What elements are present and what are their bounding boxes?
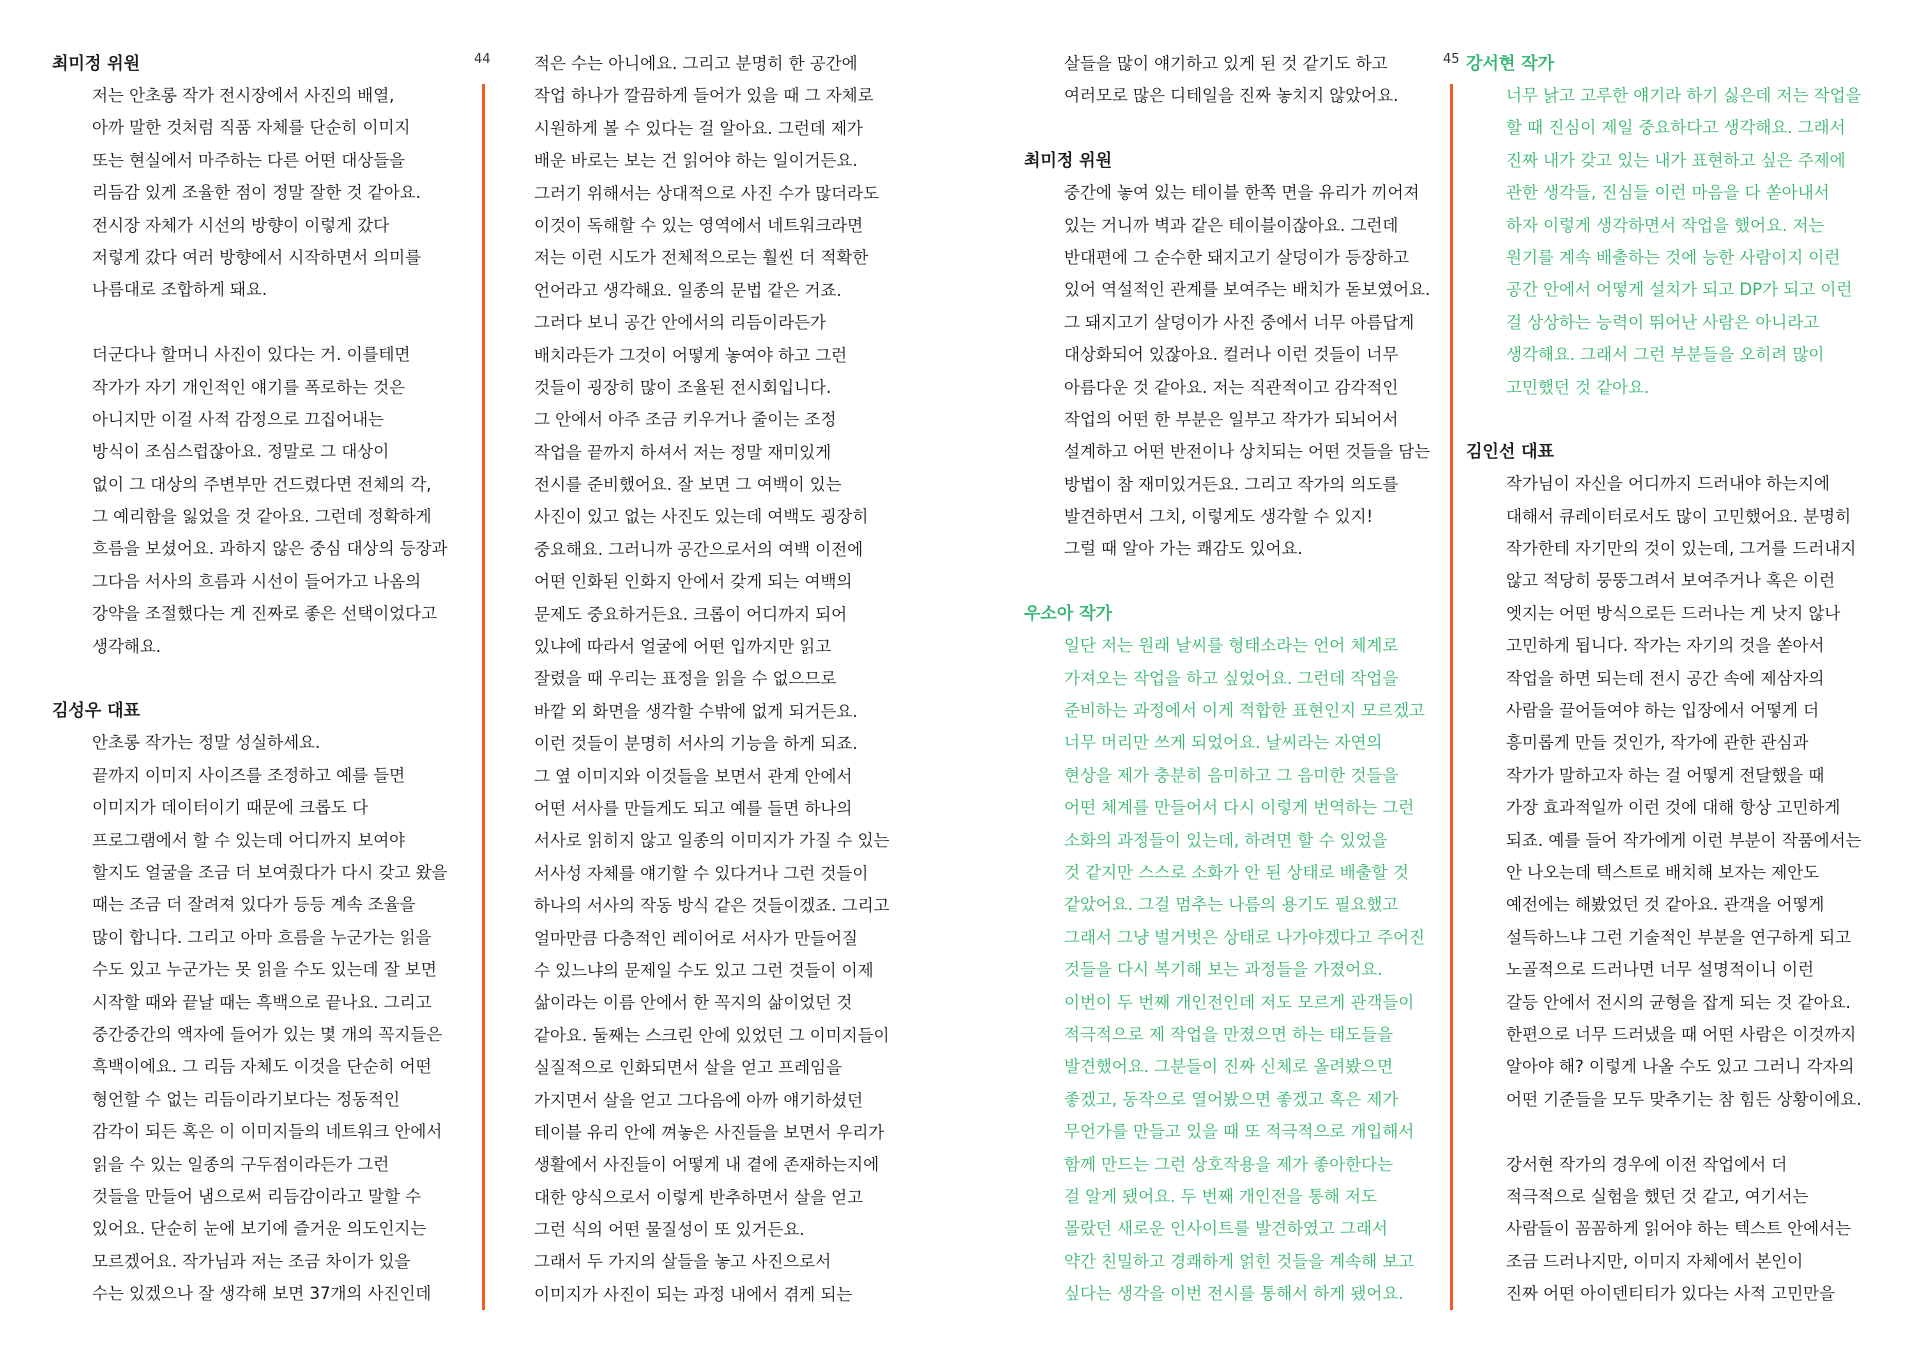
text-line: 어떤 인화된 인화지 안에서 갖게 되는 여백의 xyxy=(534,572,853,592)
text-line: 시원하게 볼 수 있다는 걸 알아요. 그런데 제가 xyxy=(534,118,863,138)
text-line: 감각이 되든 혹은 이 이미지들의 네트워크 안에서 xyxy=(92,1122,443,1142)
text-line: 그 안에서 아주 조금 키우거나 줄이는 조정 xyxy=(534,410,837,430)
text-line: 작가가 말하고자 하는 걸 어떻게 전달했을 때 xyxy=(1506,765,1825,785)
text-line: 이미지가 사진이 되는 과정 내에서 겪게 되는 xyxy=(534,1284,853,1304)
text-line: 있는 거니까 벽과 같은 테이블이잖아요. 그런데 xyxy=(1064,215,1399,235)
text-line: 시작할 때와 끝날 때는 흑백으로 끝나요. 그리고 xyxy=(92,992,432,1012)
text-line: 것들을 만들어 냄으로써 리듬감이라고 말할 수 xyxy=(92,1186,422,1206)
text-line: 프로그램에서 할 수 있는데 어디까지 보여야 xyxy=(92,830,406,850)
text-line: 대해서 큐레이터로서도 많이 고민했어요. 분명히 xyxy=(1506,506,1852,526)
text-line: 이런 것들이 분명히 서사의 기능을 하게 되죠. xyxy=(534,734,858,754)
text-line: 고민하게 됩니다. 작가는 자기의 것을 쏟아서 xyxy=(1506,636,1825,656)
paragraph xyxy=(52,339,472,663)
text-line: 작업을 끝까지 하셔서 저는 정말 재미있게 xyxy=(534,442,832,462)
text-line: 고민했던 것 같아요. xyxy=(1506,377,1650,397)
text-line: 읽을 수 있는 일종의 구두점이라든가 그런 xyxy=(92,1154,390,1174)
text-line: 것 같지만 스스로 소화가 안 된 상태로 배출할 것 xyxy=(1064,862,1409,882)
text-line: 발견했어요. 그분들이 진짜 신체로 올려봤으면 xyxy=(1064,1057,1394,1077)
text-line: 할지도 얼굴을 조금 더 보여줬다가 다시 갖고 왔을 xyxy=(92,862,448,882)
text-line: 어떤 서사를 만들게도 되고 예를 들면 하나의 xyxy=(534,798,853,818)
accent-rule-right xyxy=(1450,84,1453,1310)
text-line: 걸 알게 됐어요. 두 번째 개인전을 통해 저도 xyxy=(1064,1186,1377,1206)
text-line: 서사성 자체를 얘기할 수 있다거나 그런 것들이 xyxy=(534,863,869,883)
text-line: 작업의 어떤 한 부분은 일부고 작가가 되뇌어서 xyxy=(1064,409,1399,429)
paragraph xyxy=(1024,177,1444,566)
text-line: 함께 만드는 그런 상호작용을 제가 좋아한다는 xyxy=(1064,1154,1394,1174)
speaker-name: 강서현 작가 xyxy=(1466,54,1555,74)
text-line: 작업을 하면 되는데 전시 공간 속에 제삼자의 xyxy=(1506,668,1825,688)
text-line: 조금 드러나지만, 이미지 자체에서 본인이 xyxy=(1506,1251,1804,1271)
text-line: 발견하면서 그치, 이렇게도 생각할 수 있지! xyxy=(1064,507,1374,527)
text-line: 가져오는 작업을 하고 싶었어요. 그런데 작업을 xyxy=(1064,668,1399,688)
text-line: 생각해요. xyxy=(92,636,162,656)
column-2 xyxy=(534,48,934,1311)
text-line: 언어라고 생각해요. 일종의 문법 같은 거죠. xyxy=(534,280,842,300)
text-line: 적극적으로 실험을 했던 것 같고, 여기서는 xyxy=(1506,1186,1809,1206)
text-line: 가장 효과적일까 이런 것에 대해 항상 고민하게 xyxy=(1506,798,1841,818)
text-line: 배치라든가 그것이 어떻게 놓여야 하고 그런 xyxy=(534,345,848,365)
text-line: 그 돼지고기 살덩이가 사진 중에서 너무 아름답게 xyxy=(1064,312,1415,332)
text-line: 문제도 중요하거든요. 크롭이 어디까지 되어 xyxy=(534,604,848,624)
text-line: 작가가 자기 개인적인 얘기를 폭로하는 것은 xyxy=(92,377,406,397)
text-line: 할 때 진심이 제일 중요하다고 생각해요. 그래서 xyxy=(1506,118,1846,138)
text-line: 생활에서 사진들이 어떻게 내 곁에 존재하는지에 xyxy=(534,1155,880,1175)
text-line: 무언가를 만들고 있을 때 또 적극적으로 개입해서 xyxy=(1064,1122,1415,1142)
text-line: 아니지만 이걸 사적 감정으로 끄집어내는 xyxy=(92,409,384,429)
paragraph-gap xyxy=(1466,1116,1886,1148)
text-line: 어떤 체계를 만들어서 다시 이렇게 번역하는 그런 xyxy=(1064,798,1415,818)
text-line: 이번이 두 번째 개인전인데 저도 모르게 관객들이 xyxy=(1064,992,1415,1012)
text-line: 같아요. 둘째는 스크린 안에 있었던 그 이미지들이 xyxy=(534,1025,890,1045)
column-4 xyxy=(1466,48,1886,1310)
text-line: 관한 생각들, 진심들 이런 마음을 다 쏟아내서 xyxy=(1506,183,1830,203)
paragraph-gap xyxy=(1024,566,1444,598)
text-line: 테이블 유리 안에 껴놓은 사진들을 보면서 우리가 xyxy=(534,1122,885,1142)
text-line: 생각해요. 그래서 그런 부분들을 오히려 많이 xyxy=(1506,345,1825,365)
text-line: 원기를 계속 배출하는 것에 능한 사람이지 이런 xyxy=(1506,247,1841,267)
text-line: 사람들이 꼼꼼하게 읽어야 하는 텍스트 안에서는 xyxy=(1506,1219,1852,1239)
text-line: 사진이 있고 없는 사진도 있는데 여백도 굉장히 xyxy=(534,507,869,527)
text-line: 적은 수는 아니에요. 그리고 분명히 한 공간에 xyxy=(534,54,858,73)
paragraph-gap xyxy=(1024,113,1444,145)
text-line: 가지면서 살을 얻고 그다음에 아까 얘기하셨던 xyxy=(534,1090,864,1110)
paragraph xyxy=(1466,468,1886,1116)
text-line: 리듬감 있게 조율한 점이 정말 잘한 것 같아요. xyxy=(92,183,421,203)
text-line: 진짜 내가 갖고 있는 내가 표현하고 싶은 주제에 xyxy=(1506,150,1846,170)
accent-rule-left xyxy=(482,84,485,1310)
text-line: 그래서 두 가지의 살들을 놓고 사진으로서 xyxy=(534,1252,832,1272)
text-line: 살들을 많이 얘기하고 있게 된 것 같기도 하고 xyxy=(1064,54,1388,73)
text-line: 것들을 다시 복기해 보는 과정들을 가졌어요. xyxy=(1064,960,1383,980)
paragraph xyxy=(1466,1149,1886,1311)
text-line: 같았어요. 그걸 멈추는 나름의 용기도 필요했고 xyxy=(1064,895,1399,915)
text-line: 일단 저는 원래 날씨를 형태소라는 언어 체계로 xyxy=(1064,636,1399,656)
text-line: 그 예리함을 잃었을 것 같아요. 그런데 정확하게 xyxy=(92,507,432,527)
text-line: 있어 역설적인 관계를 보여주는 배치가 돋보였어요. xyxy=(1064,280,1431,300)
text-line: 방식이 조심스럽잖아요. 정말로 그 대상이 xyxy=(92,442,390,462)
speaker-name: 최미정 위원 xyxy=(52,54,141,74)
text-line: 적극적으로 제 작업을 만졌으면 하는 태도들을 xyxy=(1064,1024,1394,1044)
paragraph xyxy=(52,727,472,1310)
text-line: 하나의 서사의 작동 방식 같은 것들이겠죠. 그리고 xyxy=(534,896,890,916)
text-line: 저는 이런 시도가 전체적으로는 훨씬 더 적확한 xyxy=(534,248,869,268)
text-line: 걸 상상하는 능력이 뛰어난 사람은 아니라고 xyxy=(1506,312,1820,332)
text-line: 진짜 어떤 아이덴티티가 있다는 사적 고민만을 xyxy=(1506,1284,1836,1304)
text-line: 모르겠어요. 작가님과 저는 조금 차이가 있을 xyxy=(92,1251,411,1271)
text-line: 흑백이에요. 그 리듬 자체도 이것을 단순히 어떤 xyxy=(92,1057,432,1077)
paragraph xyxy=(1466,80,1886,404)
text-line: 여러모로 많은 디테일을 진짜 놓치지 않았어요. xyxy=(1064,86,1399,106)
text-line: 어떤 기준들을 모두 맞추기는 참 힘든 상황이에요. xyxy=(1506,1089,1862,1109)
text-line: 더군다나 할머니 사진이 있다는 거. 이를테면 xyxy=(92,345,411,365)
text-line: 있어요. 단순히 눈에 보기에 즐거운 의도인지는 xyxy=(92,1219,427,1239)
text-line: 안초롱 작가는 정말 성실하세요. xyxy=(92,733,321,753)
paragraph-gap xyxy=(52,663,472,695)
text-line: 또는 현실에서 마주하는 다른 어떤 대상들을 xyxy=(92,150,406,170)
text-line: 그 옆 이미지와 이것들을 보면서 관계 안에서 xyxy=(534,766,853,786)
text-line: 수는 있겠으나 잘 생각해 보면 37개의 사진인데 xyxy=(92,1284,432,1304)
text-line: 때는 조금 더 잘려져 있다가 등등 계속 조율을 xyxy=(92,895,416,915)
text-line: 그래서 그냥 벌거벗은 상태로 나가야겠다고 주어진 xyxy=(1064,927,1425,947)
text-line: 약간 친밀하고 경쾌하게 얽힌 것들을 계속해 보고 xyxy=(1064,1251,1415,1271)
text-line: 바깥 외 화면을 생각할 수밖에 없게 되거든요. xyxy=(534,701,858,721)
text-line: 그런 식의 어떤 물질성이 또 있거든요. xyxy=(534,1220,805,1240)
text-line: 엣지는 어떤 방식으로든 드러나는 게 낫지 않나 xyxy=(1506,603,1841,623)
paragraph xyxy=(1024,630,1444,1310)
text-line: 이미지가 데이터이기 때문에 크롭도 다 xyxy=(92,798,369,818)
text-line: 중요해요. 그러니까 공간으로서의 여백 이전에 xyxy=(534,539,864,559)
text-line: 끝까지 이미지 사이즈를 조정하고 예를 들면 xyxy=(92,765,406,785)
text-line: 아까 말한 것처럼 직품 자체를 단순히 이미지 xyxy=(92,118,411,138)
text-line: 설득하느냐 그런 기술적인 부분을 연구하게 되고 xyxy=(1506,927,1852,947)
text-line: 전시장 자체가 시선의 방향이 이렇게 갔다 xyxy=(92,215,390,235)
text-line: 노골적으로 드러나면 너무 설명적이니 이런 xyxy=(1506,960,1814,980)
text-line: 좋겠고, 동작으로 열어봤으면 좋겠고 혹은 제가 xyxy=(1064,1089,1399,1109)
text-line: 흐름을 보셨어요. 과하지 않은 중심 대상의 등장과 xyxy=(92,539,448,559)
text-line: 작가한테 자기만의 것이 있는데, 그거를 드러내지 xyxy=(1506,539,1857,559)
text-line: 되죠. 예를 들어 작가에게 이런 부분이 작품에서는 xyxy=(1506,830,1862,850)
text-line: 나름대로 조합하게 돼요. xyxy=(92,280,268,300)
text-line: 그다음 서사의 흐름과 시선이 들어가고 나옴의 xyxy=(92,571,422,591)
text-line: 삶이라는 이름 안에서 한 꼭지의 삶이었던 것 xyxy=(534,993,853,1013)
paragraph xyxy=(52,80,472,307)
text-line: 준비하는 과정에서 이게 적합한 표현인지 모르겠고 xyxy=(1064,701,1425,721)
paragraph xyxy=(534,48,934,1311)
text-line: 너무 낡고 고루한 얘기라 하기 싫은데 저는 작업을 xyxy=(1506,86,1862,105)
text-line: 수 있느냐의 문제일 수도 있고 그런 것들이 이제 xyxy=(534,960,874,980)
paragraph xyxy=(1024,48,1444,113)
column-3 xyxy=(1024,48,1444,1310)
text-line: 예전에는 해봤었던 것 같아요. 관객을 어떻게 xyxy=(1506,895,1825,915)
text-line: 실질적으로 인화되면서 살을 얻고 프레임을 xyxy=(534,1058,842,1078)
text-line: 강약을 조절했다는 게 진짜로 좋은 선택이었다고 xyxy=(92,604,438,624)
column-1 xyxy=(52,48,472,1310)
text-line: 대상화되어 있잖아요. 컬러나 이런 것들이 너무 xyxy=(1064,345,1399,365)
text-line: 대한 양식으로서 이렇게 반추하면서 살을 얻고 xyxy=(534,1187,864,1207)
text-line: 그러기 위해서는 상대적으로 사진 수가 많더라도 xyxy=(534,183,880,203)
text-line: 작업 하나가 깔끔하게 들어가 있을 때 그 자체로 xyxy=(534,86,874,106)
text-line: 배운 바로는 보는 건 읽어야 하는 일이거든요. xyxy=(534,151,858,171)
text-line: 그럴 때 알아 가는 쾌감도 있어요. xyxy=(1064,539,1303,559)
text-line: 안 나오는데 텍스트로 배치해 보자는 제안도 xyxy=(1506,862,1820,882)
text-line: 많이 합니다. 그리고 아마 흐름을 누군가는 읽을 xyxy=(92,927,432,947)
page-number-right: 45 xyxy=(1443,52,1460,67)
text-line: 강서현 작가의 경우에 이전 작업에서 더 xyxy=(1506,1154,1788,1174)
text-line: 수도 있고 누군가는 못 읽을 수도 있는데 잘 보면 xyxy=(92,960,437,980)
speaker-name: 김성우 대표 xyxy=(52,701,141,722)
text-line: 설계하고 어떤 반전이나 상치되는 어떤 것들을 담는 xyxy=(1064,442,1431,462)
text-line: 현상을 제가 충분히 음미하고 그 음미한 것들을 xyxy=(1064,765,1399,785)
text-line: 하자 이렇게 생각하면서 작업을 했어요. 저는 xyxy=(1506,215,1825,235)
text-line: 몰랐던 새로운 인사이트를 발견하였고 그래서 xyxy=(1064,1219,1388,1239)
speaker-name: 김인선 대표 xyxy=(1466,442,1555,463)
text-line: 싶다는 생각을 이번 전시를 통해서 하게 됐어요. xyxy=(1064,1284,1404,1304)
text-line: 소화의 과정들이 있는데, 하려면 할 수 있었을 xyxy=(1064,830,1388,850)
text-line: 방법이 참 재미있거든요. 그리고 작가의 의도를 xyxy=(1064,474,1399,494)
speaker-name: 최미정 위원 xyxy=(1024,151,1113,172)
speaker-name: 우소아 작가 xyxy=(1024,604,1113,625)
text-line: 중간에 놓여 있는 테이블 한쪽 면을 유리가 끼어져 xyxy=(1064,183,1420,203)
text-line: 너무 머리만 쓰게 되었어요. 날씨라는 자연의 xyxy=(1064,733,1383,753)
text-line: 것들이 굉장히 많이 조율된 전시회입니다. xyxy=(534,377,832,397)
text-line: 얼마만큼 다층적인 레이어로 서사가 만들어질 xyxy=(534,928,858,948)
text-line: 있냐에 따라서 얼굴에 어떤 입까지만 읽고 xyxy=(534,637,832,657)
text-line: 아름다운 것 같아요. 저는 직관적이고 감각적인 xyxy=(1064,377,1399,397)
paragraph-gap xyxy=(1466,404,1886,436)
text-line: 반대편에 그 순수한 돼지고기 살덩이가 등장하고 xyxy=(1064,247,1410,267)
text-line: 저는 안초롱 작가 전시장에서 사진의 배열, xyxy=(92,86,395,105)
text-line: 한편으로 너무 드러냈을 때 어떤 사람은 이것까지 xyxy=(1506,1024,1857,1044)
text-line: 흥미롭게 만들 것인가, 작가에 관한 관심과 xyxy=(1506,733,1809,753)
text-line: 없이 그 대상의 주변부만 건드렸다면 전체의 각, xyxy=(92,474,432,494)
text-line: 작가님이 자신을 어디까지 드러내야 하는지에 xyxy=(1506,474,1830,494)
text-line: 갈등 안에서 전시의 균형을 잡게 되는 것 같아요. xyxy=(1506,992,1851,1012)
text-line: 않고 적당히 뭉뚱그려서 보여주거나 혹은 이런 xyxy=(1506,571,1836,591)
text-line: 저렇게 갔다 여러 방향에서 시작하면서 의미를 xyxy=(92,247,422,267)
text-line: 알아야 해? 이렇게 나올 수도 있고 그러니 각자의 xyxy=(1506,1057,1855,1077)
text-line: 서사로 읽히지 않고 일종의 이미지가 가질 수 있는 xyxy=(534,831,890,851)
text-line: 중간중간의 액자에 들어가 있는 몇 개의 꼭지들은 xyxy=(92,1024,443,1044)
text-line: 공간 안에서 어떻게 설치가 되고 DP가 되고 이런 xyxy=(1506,280,1853,300)
page-number-left: 44 xyxy=(474,52,491,67)
text-line: 잘렸을 때 우리는 표정을 읽을 수 없으므로 xyxy=(534,669,837,689)
paragraph-gap xyxy=(52,307,472,339)
text-line: 사람을 끌어들여야 하는 입장에서 어떻게 더 xyxy=(1506,701,1820,721)
text-line: 그러다 보니 공간 안에서의 리듬이라든가 xyxy=(534,313,826,333)
text-line: 형언할 수 없는 리듬이라기보다는 정동적인 xyxy=(92,1089,400,1109)
text-line: 이것이 독해할 수 있는 영역에서 네트워크라면 xyxy=(534,215,864,235)
text-line: 전시를 준비했어요. 잘 보면 그 여백이 있는 xyxy=(534,475,842,495)
